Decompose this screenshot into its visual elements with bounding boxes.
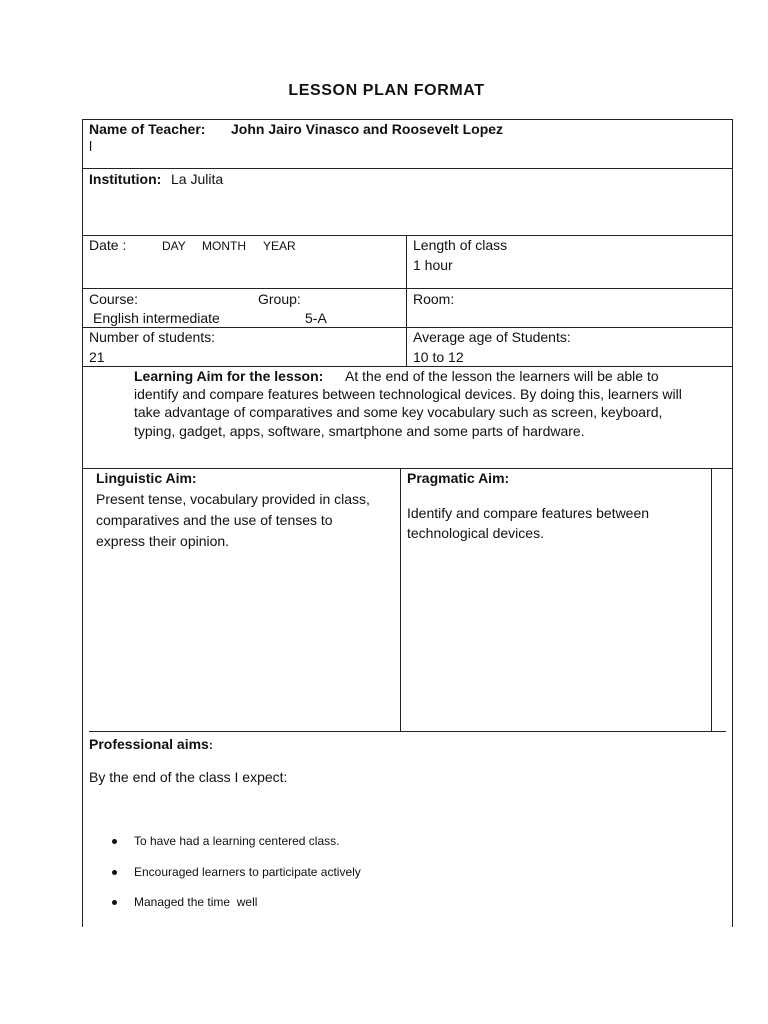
- table-right-border: [732, 119, 733, 927]
- course-label: Course:: [89, 291, 139, 307]
- teacher-value: John Jairo Vinasco and Roosevelt Lopez: [231, 121, 504, 137]
- linguistic-aim-label: Linguistic Aim:: [96, 470, 197, 486]
- teacher-extra: l: [89, 138, 93, 154]
- professional-aims-title: Professional aims: [89, 736, 209, 752]
- table-left-border: [82, 119, 83, 927]
- pragmatic-aim-label: Pragmatic Aim:: [407, 470, 510, 486]
- aims-column-divider: [400, 468, 401, 731]
- learning-aim-line: identify and compare features between technological devices. By doing this, learners will: [134, 386, 682, 402]
- institution-label: Institution:: [89, 171, 162, 187]
- professional-aim-item: Encouraged learners to participate actively: [134, 865, 361, 879]
- teacher-label: Name of Teacher:: [89, 121, 206, 137]
- linguistic-aim-line: Present tense, vocabulary provided in class,: [96, 491, 370, 507]
- average-age-value: 10 to 12: [413, 349, 464, 365]
- bullet-icon: [112, 839, 117, 844]
- pragmatic-aim-line: Identify and compare features between: [407, 505, 650, 521]
- institution-value: La Julita: [171, 171, 224, 187]
- date-day: DAY: [162, 239, 186, 253]
- professional-aim-item: To have had a learning centered class.: [134, 834, 340, 848]
- room-label: Room:: [413, 291, 455, 307]
- date-year: YEAR: [263, 239, 296, 253]
- learning-aim-line: take advantage of comparatives and some key vocabulary such as screen, keyboard,: [134, 404, 663, 420]
- aims-inner-right-border: [711, 468, 712, 731]
- course-value: English intermediate: [93, 310, 220, 326]
- average-age-label: Average age of Students:: [413, 329, 571, 345]
- bullet-icon: [112, 870, 117, 875]
- professional-aims-intro: By the end of the class I expect:: [89, 769, 288, 785]
- document-title: LESSON PLAN FORMAT: [288, 82, 485, 99]
- group-value: 5-A: [305, 310, 327, 326]
- students-value: 21: [89, 349, 105, 365]
- group-label: Group:: [258, 291, 301, 307]
- pragmatic-aim-line: technological devices.: [407, 525, 544, 541]
- linguistic-aim-line: comparatives and the use of tenses to: [96, 512, 333, 528]
- length-of-class-value: 1 hour: [413, 257, 453, 273]
- students-label: Number of students:: [89, 329, 216, 345]
- date-label: Date :: [89, 237, 127, 253]
- learning-aim-line: typing, gadget, apps, software, smartphone and some parts of hardware.: [134, 423, 585, 439]
- date-month: MONTH: [202, 239, 246, 253]
- linguistic-aim-line: express their opinion.: [96, 533, 230, 549]
- column-divider: [406, 235, 407, 366]
- learning-aim-line: At the end of the lesson the learners will be able to: [345, 368, 659, 384]
- learning-aim-label: Learning Aim for the lesson:: [134, 368, 324, 384]
- length-of-class-label: Length of class: [413, 237, 508, 253]
- professional-aims-colon: :: [208, 738, 213, 752]
- row-divider: [82, 288, 733, 289]
- professional-aims-label: [89, 734, 213, 755]
- bullet-icon: [112, 900, 117, 905]
- professional-aim-item: Managed the time well: [134, 895, 258, 909]
- aims-bottom-divider: [89, 731, 726, 732]
